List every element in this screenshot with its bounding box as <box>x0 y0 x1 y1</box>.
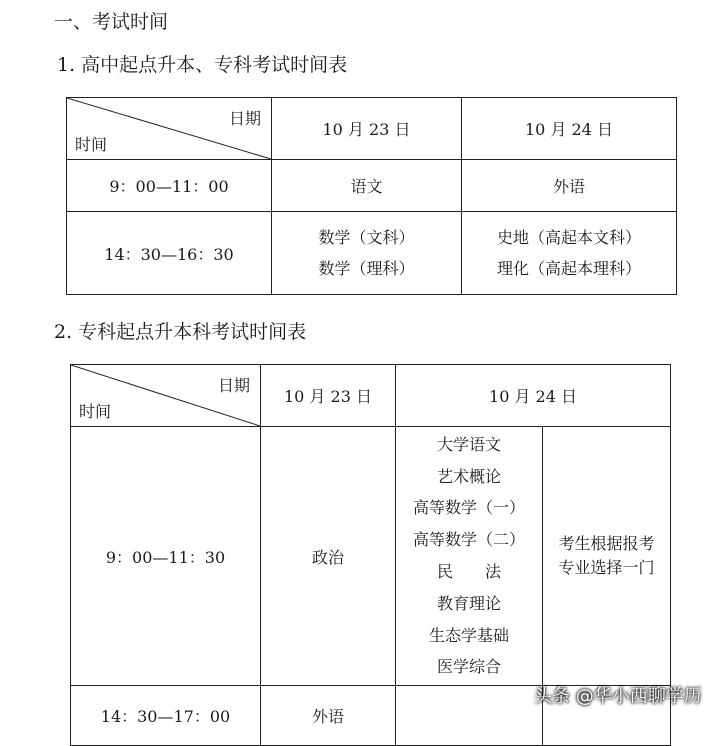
subject: 数学（理科） <box>318 259 415 278</box>
time-cell: 14：30—17：00 <box>71 686 261 746</box>
table1-caption: 1. 高中起点升本、专科考试时间表 <box>57 54 348 76</box>
note-line: 专业选择一门 <box>558 558 655 577</box>
subject: 民 法 <box>436 562 501 581</box>
subject: 外语 <box>552 177 585 196</box>
subject: 语文 <box>350 177 383 196</box>
time-cell: 9：00—11：00 <box>67 160 272 212</box>
subject: 教育理论 <box>436 593 501 613</box>
subject-list-cell <box>396 427 543 686</box>
subject: 艺术概论 <box>436 466 501 486</box>
corner-time-label: 时间 <box>75 135 108 154</box>
table-row <box>67 212 677 295</box>
corner-header-cell <box>71 365 261 427</box>
subject-cell <box>462 160 677 212</box>
subject: 高等数学（一） <box>412 498 525 518</box>
subject: 数学（文科） <box>318 228 415 247</box>
empty-cell <box>396 686 543 746</box>
note-cell <box>543 427 671 686</box>
subject-cell <box>272 212 462 295</box>
table2-caption: 2. 专科起点升本科考试时间表 <box>54 321 307 343</box>
table-row <box>67 160 677 212</box>
section-title: 一、考试时间 <box>54 11 169 33</box>
note-line: 考生根据报考 <box>558 534 655 553</box>
date-header-2: 10 月 24 日 <box>462 98 677 160</box>
exam-schedule-table-1 <box>66 97 677 295</box>
corner-header-cell <box>67 98 272 160</box>
subject-cell <box>272 160 462 212</box>
date-header-2: 10 月 24 日 <box>396 365 671 427</box>
subject: 理化（高起本理科） <box>496 259 641 278</box>
subject: 史地（高起本文科） <box>496 228 641 247</box>
corner-time-label: 时间 <box>79 402 112 421</box>
table-row <box>71 427 671 686</box>
corner-date-label: 日期 <box>217 376 250 395</box>
time-cell: 14：30—16：30 <box>67 212 272 295</box>
subject-cell: 政治 <box>261 427 396 686</box>
subject: 医学综合 <box>436 657 501 677</box>
time-cell: 9：00—11：30 <box>71 427 261 686</box>
corner-date-label: 日期 <box>228 109 261 128</box>
subject: 高等数学（二） <box>412 530 525 550</box>
subject-cell <box>462 212 677 295</box>
subject: 大学语文 <box>436 434 501 454</box>
date-header-1: 10 月 23 日 <box>261 365 396 427</box>
date-header-1: 10 月 23 日 <box>272 98 462 160</box>
subject: 生态学基础 <box>428 625 509 645</box>
subject-cell: 外语 <box>261 686 396 746</box>
watermark: 头条 @华小西聊学历 <box>534 686 702 707</box>
